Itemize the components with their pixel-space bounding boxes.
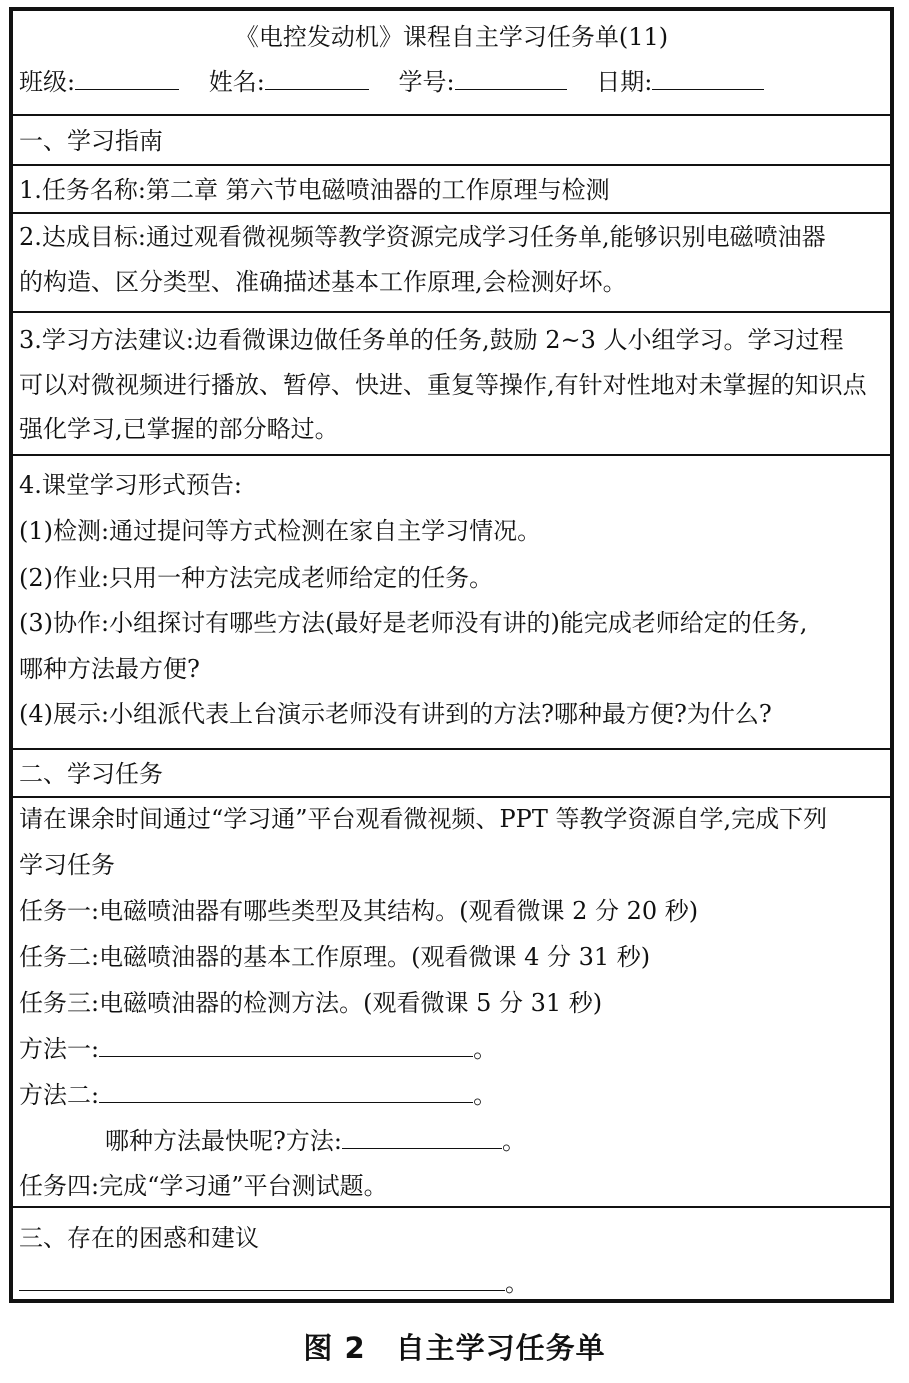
method2-period: 。 xyxy=(473,1081,498,1109)
goal-line: 的构造、区分类型、准确描述基本工作原理,会检测好坏。 xyxy=(19,268,627,296)
header-row xyxy=(13,11,890,116)
date-blank[interactable] xyxy=(652,67,764,90)
task-three: 任务三:电磁喷油器的检测方法。(观看微课 5 分 31 秒) xyxy=(19,989,603,1017)
tasks-line: 请在课余时间通过“学习通”平台观看微视频、PPT 等教学资源自学,完成下列 xyxy=(19,805,828,833)
class-blank[interactable] xyxy=(75,67,179,90)
forms-line: (3)协作:小组探讨有哪些方法(最好是老师没有讲的)能完成老师给定的任务, xyxy=(19,609,808,637)
fastest-line xyxy=(105,1126,526,1156)
forms-line: (2)作业:只用一种方法完成老师给定的任务。 xyxy=(19,564,494,592)
forms-line: 4.课堂学习形式预告: xyxy=(19,471,242,499)
method-line: 可以对微视频进行播放、暂停、快进、重复等操作,有针对性地对未掌握的知识点 xyxy=(19,371,867,399)
task-four: 任务四:完成“学习通”平台测试题。 xyxy=(19,1172,388,1200)
feedback-period: 。 xyxy=(505,1269,529,1297)
task-name-row xyxy=(13,166,890,214)
sheet-title: 《电控发动机》课程自主学习任务单(11) xyxy=(234,23,669,51)
method-line: 3.学习方法建议:边看微课边做任务单的任务,鼓励 2~3 人小组学习。学习过程 xyxy=(19,326,844,354)
class-label: 班级: xyxy=(19,68,76,96)
goal-line: 2.达成目标:通过观看微视频等教学资源完成学习任务单,能够识别电磁喷油器 xyxy=(19,223,826,251)
feedback-line xyxy=(19,1268,529,1298)
section2-heading-row xyxy=(13,750,890,798)
section3-row xyxy=(13,1208,890,1303)
task-name: 1.任务名称:第二章 第六节电磁喷油器的工作原理与检测 xyxy=(19,176,610,204)
task-sheet xyxy=(9,7,894,1303)
fastest-blank[interactable] xyxy=(342,1126,502,1149)
id-blank[interactable] xyxy=(455,67,567,90)
method-row xyxy=(13,313,890,456)
id-label: 学号: xyxy=(398,68,455,96)
task-one: 任务一:电磁喷油器有哪些类型及其结构。(观看微课 2 分 20 秒) xyxy=(19,897,699,925)
method2-blank[interactable] xyxy=(99,1080,473,1103)
forms-line: (1)检测:通过提问等方式检测在家自主学习情况。 xyxy=(19,517,542,545)
forms-line: (4)展示:小组派代表上台演示老师没有讲到的方法?哪种最方便?为什么? xyxy=(19,700,772,728)
method2-label: 方法二: xyxy=(19,1081,100,1109)
name-label: 姓名: xyxy=(208,68,265,96)
figure-caption: 图 2 自主学习任务单 xyxy=(303,1331,606,1365)
task-two: 任务二:电磁喷油器的基本工作原理。(观看微课 4 分 31 秒) xyxy=(19,943,651,971)
forms-row xyxy=(13,456,890,750)
method2-line xyxy=(19,1080,497,1110)
method1-line xyxy=(19,1034,497,1064)
section2-heading: 二、学习任务 xyxy=(19,760,163,788)
method1-blank[interactable] xyxy=(99,1034,473,1057)
goal-row xyxy=(13,214,890,313)
fastest-period: 。 xyxy=(501,1127,526,1155)
method1-period: 。 xyxy=(473,1035,498,1063)
tasks-row xyxy=(13,798,890,1208)
date-label: 日期: xyxy=(596,68,653,96)
tasks-line: 学习任务 xyxy=(19,851,115,879)
info-line xyxy=(19,67,764,97)
feedback-blank[interactable] xyxy=(19,1268,505,1291)
section1-heading: 一、学习指南 xyxy=(19,127,163,155)
forms-line: 哪种方法最方便? xyxy=(19,655,200,683)
section1-heading-row xyxy=(13,116,890,166)
section3-heading: 三、存在的困惑和建议 xyxy=(19,1224,259,1252)
method1-label: 方法一: xyxy=(19,1035,100,1063)
name-blank[interactable] xyxy=(265,67,369,90)
method-line: 强化学习,已掌握的部分略过。 xyxy=(19,415,339,443)
fastest-label: 哪种方法最快呢?方法: xyxy=(105,1127,342,1155)
